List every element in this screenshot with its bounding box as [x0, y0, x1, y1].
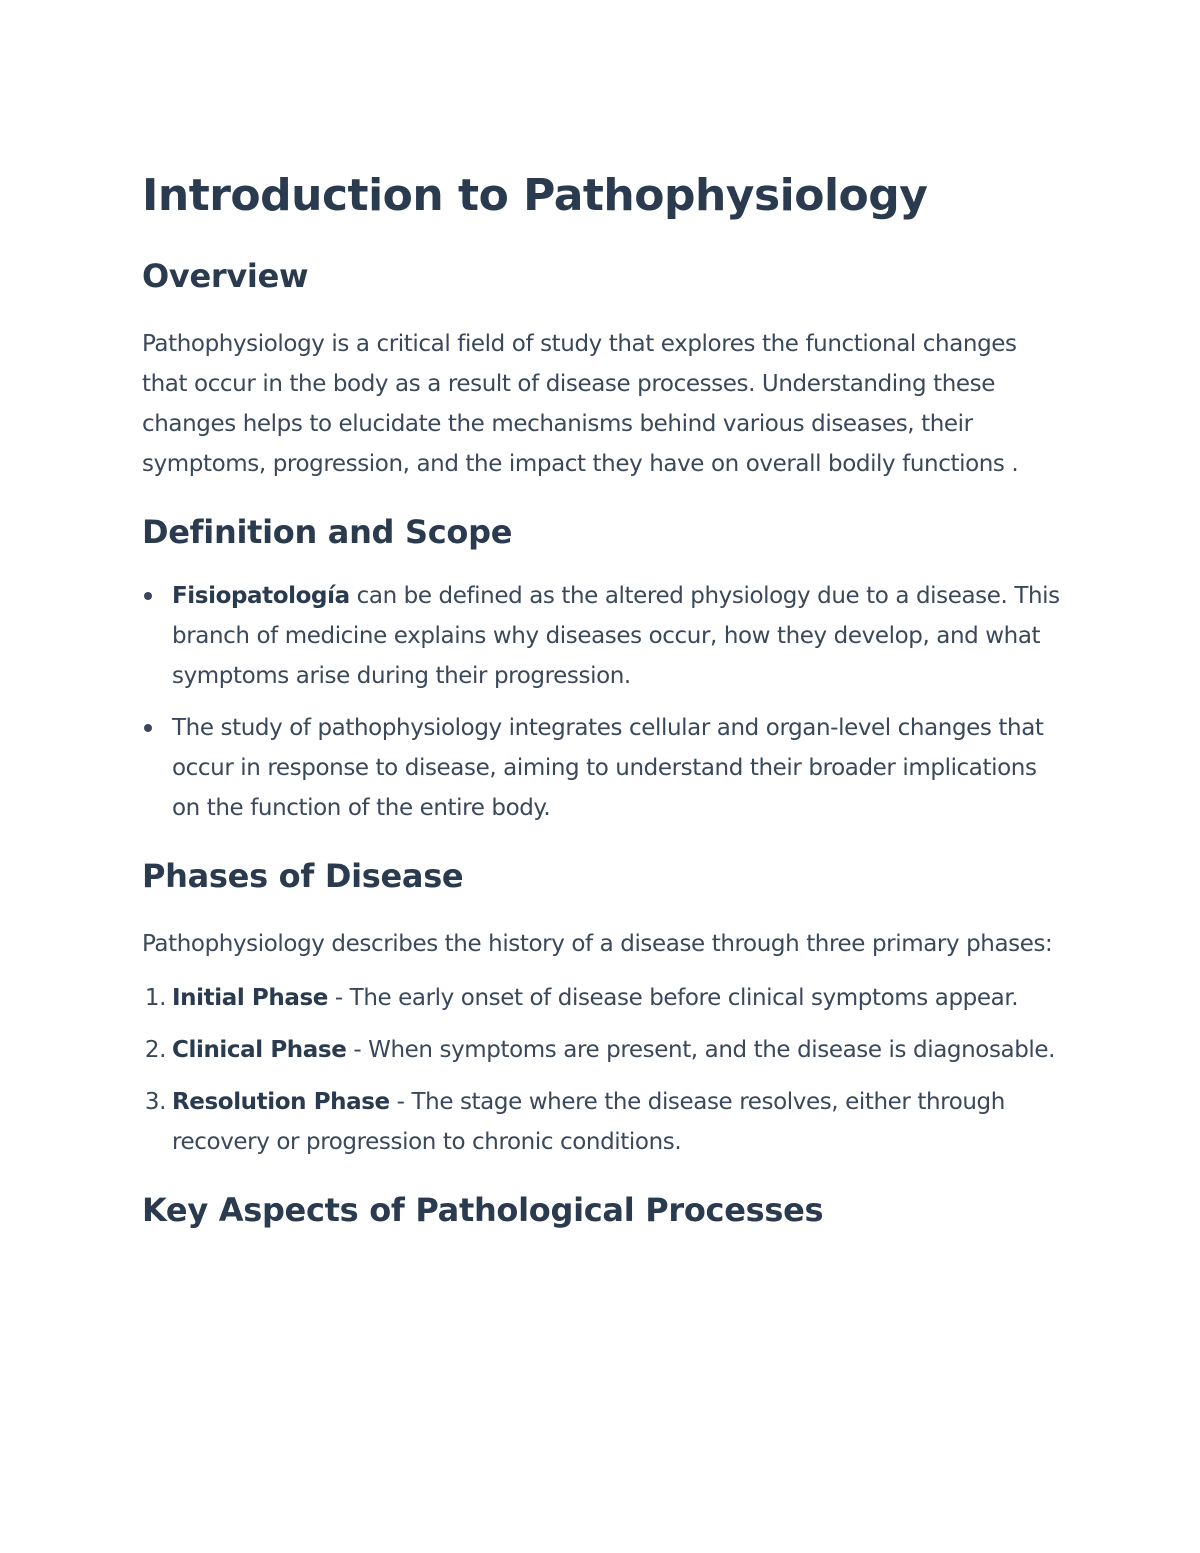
term-fisiopatologia: Fisiopatología — [172, 583, 350, 609]
list-item — [142, 1082, 1062, 1162]
bullet-icon — [144, 592, 152, 600]
term-initial-phase: Initial Phase — [172, 985, 328, 1011]
list-item — [142, 576, 1062, 696]
document-page — [142, 170, 1062, 1230]
phases-list — [142, 978, 1062, 1162]
list-item-text: The study of pathophysiology integrates cellular and organ-level changes that occur in response to disease, aiming to understand their broader implications on the function of the entire body. — [172, 715, 1044, 821]
term-resolution-phase: Resolution Phase — [172, 1089, 390, 1115]
list-item — [142, 708, 1062, 828]
list-item — [142, 1030, 1062, 1070]
list-item-text: - The early onset of disease before clinical symptoms appear. — [327, 985, 1019, 1011]
list-item-text: - When symptoms are present, and the disease is diagnosable. — [346, 1037, 1056, 1063]
page-title: Introduction to Pathophysiology — [142, 170, 928, 221]
key-aspects-heading: Key Aspects of Pathological Processes — [142, 1191, 824, 1229]
bullet-icon — [144, 724, 152, 732]
term-clinical-phase: Clinical Phase — [172, 1037, 347, 1063]
list-number: 3. — [144, 1089, 166, 1115]
list-item — [142, 978, 1062, 1018]
phases-intro: Pathophysiology describes the history of a disease through three primary phases: — [142, 931, 1053, 957]
overview-heading: Overview — [142, 257, 309, 295]
list-number: 2. — [144, 1037, 166, 1063]
definition-list — [142, 576, 1062, 828]
list-item-text: can be defined as the altered physiology due to a disease. This branch of medicine explains why diseases occur, how they develop, and what symptoms arise during their progression. — [172, 583, 1060, 689]
list-item-text: - The stage where the disease resolves, either through recovery or progression to chronic conditions. — [172, 1089, 1005, 1155]
definition-heading: Definition and Scope — [142, 513, 513, 551]
phases-heading: Phases of Disease — [142, 857, 464, 895]
overview-paragraph: Pathophysiology is a critical field of study that explores the functional changes that occur in the body as a result of disease processes. Understanding these changes helps to elucidate the mechanisms behind various diseases, their symptoms, progression, and the impact they have on overall bodily functions . — [142, 331, 1019, 477]
list-number: 1. — [144, 985, 166, 1011]
